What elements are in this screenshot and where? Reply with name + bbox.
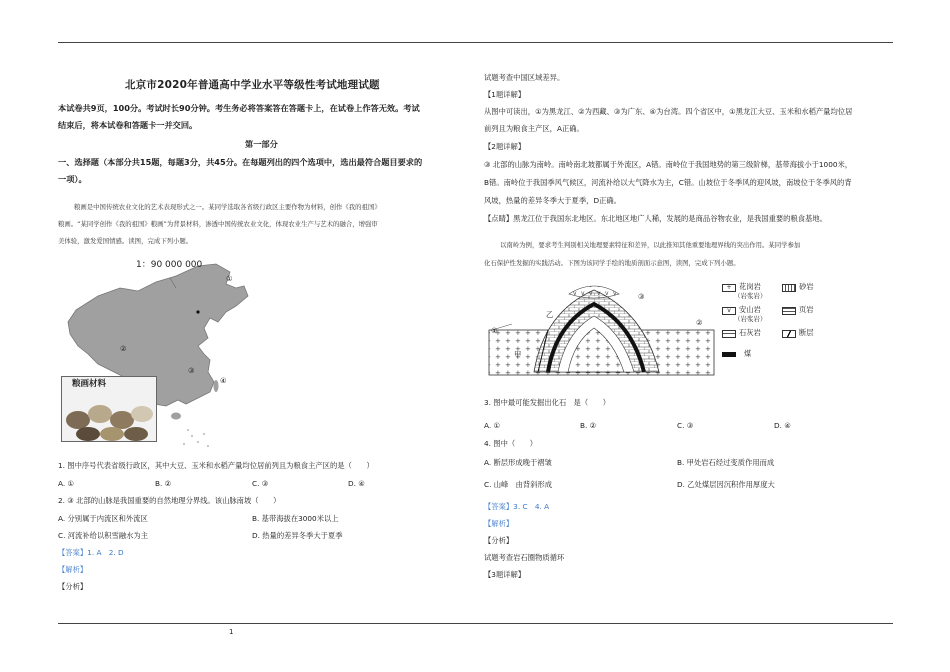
legend-shale: 页岩	[799, 305, 814, 314]
detail2-line3: 风坡，热量的差异冬季大于夏季，D正确。	[484, 196, 621, 205]
q1-option-a[interactable]: A. ①	[58, 479, 75, 488]
intro1-line3: 美体验，激发爱国情感。读图，完成下列小题。	[58, 237, 193, 245]
legend-granite-swatch: +	[722, 284, 736, 292]
q2-option-c[interactable]: C. 河流补给以积雪融水为主	[58, 531, 148, 540]
profile-label-jia: 甲	[514, 350, 522, 359]
legend-sandstone-swatch	[782, 284, 796, 292]
q2-option-b[interactable]: B. 基带海拔在3000米以上	[252, 514, 339, 523]
legend-limestone-swatch	[722, 330, 736, 338]
q2-option-a[interactable]: A. 分别属于内流区和外流区	[58, 514, 148, 523]
detail1-line1: 从图中可读出，①为黑龙江、②为西藏、③为广东、④为台湾。四个省区中，①黑龙江大豆、玉米和水稻产量均位居	[484, 107, 853, 116]
legend-coal: 煤	[744, 349, 752, 358]
grain-bowls-icon	[62, 390, 156, 442]
page-number: 1	[229, 628, 234, 636]
q4-option-a[interactable]: A. 断层形成晚于褶皱	[484, 458, 552, 467]
header-rule	[58, 42, 893, 43]
south-sea-islands	[183, 429, 209, 447]
china-map-figure	[58, 258, 258, 453]
beijing-dot	[196, 310, 199, 313]
q3-option-c[interactable]: C. ③	[677, 421, 694, 430]
map-marker-1: ①	[226, 274, 233, 283]
q1-text: 1. 图中序号代表省级行政区，其中大豆、玉米和水稻产量均位居前列且为粮食主产区的是（ ）	[58, 461, 374, 470]
detail1-line2: 前列且为粮食主产区，A正确。	[484, 124, 584, 133]
legend-coal-swatch	[722, 352, 736, 357]
detail2-line1: ③ 北部的山脉为南岭。南岭南北坡都属于外流区，A错。南岭位于我国地势的第三级阶梯，基带海拔小于1000米，	[484, 160, 853, 169]
left-answer: 【答案】1. A 2. D	[58, 548, 124, 557]
grain-photo-label: 粮画材料	[72, 379, 107, 389]
hainan-shape	[171, 413, 181, 420]
legend-granite-sub: （岩浆岩）	[734, 292, 767, 300]
left-fenxi-heading: 【分析】	[58, 582, 88, 591]
section-heading: 第一部分	[245, 139, 278, 149]
detail2-heading: 【2题详解】	[484, 142, 526, 151]
profile-legend	[722, 282, 832, 382]
right-analysis-heading: 【解析】	[484, 519, 514, 528]
grain-photo	[61, 376, 157, 442]
intro2-line2: 化石保护性发掘的实践活动。下图为该同学手绘的地质剖面示意图，读图，完成下列小题。	[484, 259, 740, 267]
geology-profile-figure	[484, 272, 834, 387]
q1-option-c[interactable]: C. ③	[252, 479, 269, 488]
page-title: 北京市2020年普通高中学业水平等级性考试地理试题	[125, 79, 380, 91]
legend-sandstone: 砂岩	[799, 282, 814, 291]
q4-option-d[interactable]: D. 乙处煤层因沉积作用厚度大	[677, 480, 775, 489]
intro1-line1: 粮画是中国传统农业文化的艺术表现形式之一。某同学选取各省级行政区主要作物为材料，创作《我的祖国》	[74, 203, 381, 211]
map-scale: 1：90 000 000	[136, 260, 203, 270]
profile-label-2: ②	[696, 318, 703, 327]
exam-note-line1: 本试卷共9页，100分。考试时长90分钟。考生务必将答案答在答题卡上，在试卷上作答无效。考试	[58, 103, 420, 113]
left-analysis-heading: 【解析】	[58, 565, 88, 574]
right-line1: 试题考查中国区域差异。	[484, 73, 565, 82]
q2-text: 2. ③ 北部的山脉是我国重要的自然地理分界线。该山脉南坡（ ）	[58, 496, 281, 505]
q3-option-b[interactable]: B. ②	[580, 421, 597, 430]
legend-fault: 断层	[799, 328, 814, 337]
q4-text: 4. 图中（ ）	[484, 439, 538, 448]
legend-andesite-sub: （岩浆岩）	[734, 315, 767, 323]
q4-option-b[interactable]: B. 甲处岩石经过变质作用而成	[677, 458, 775, 467]
footer-rule	[58, 623, 893, 624]
taiwan-shape	[214, 380, 219, 392]
intro1-line2: 粮画。“某同学创作《我的祖国》粮画”为背景材料，渗透中国传统农业文化，体现农业生产与艺术的融合，增强审	[58, 220, 378, 228]
q1-option-b[interactable]: B. ②	[155, 479, 172, 488]
profile-label-yi: 乙	[546, 310, 554, 319]
profile-label-1: ①	[491, 326, 498, 335]
map-marker-4: ④	[220, 376, 227, 385]
q4-option-c[interactable]: C. 山峰 由背斜形成	[484, 480, 553, 489]
right-fenxi-line: 试题考查岩石圈物质循环	[484, 553, 565, 562]
legend-granite: 花岗岩	[739, 282, 761, 291]
map-marker-2: ②	[120, 344, 127, 353]
instructions-line1: 一、选择题（本部分共15题，每题3分，共45分。在每题列出的四个选项中，选出最符合题目要求的	[58, 157, 423, 167]
intro2-line1: 以南岭为例，要求考生判别相关地理要素特征和差异，以此推知其他重要地理界线的突出作用。某同学参加	[500, 241, 801, 249]
legend-shale-swatch	[782, 307, 796, 315]
map-marker-3: ③	[188, 366, 195, 375]
legend-fault-swatch	[782, 330, 796, 338]
geology-profile-svg	[484, 272, 719, 382]
detail2-line2: B错。南岭位于我国季风气候区，河流补给以大气降水为主，C错。山坡位于冬季风的迎风坡，南坡位于冬季风的背	[484, 178, 852, 187]
q3-text: 3. 图中最可能发掘出化石 是（ ）	[484, 398, 611, 407]
q3-option-d[interactable]: D. ④	[774, 421, 791, 430]
q2-option-d[interactable]: D. 热量的差异冬季大于夏季	[252, 531, 343, 540]
legend-andesite: 安山岩	[739, 305, 761, 314]
legend-andesite-swatch: v	[722, 307, 736, 315]
exam-note-line2: 结束后，将本试卷和答题卡一并交回。	[58, 120, 198, 130]
profile-label-3: ③	[638, 292, 645, 301]
q3-option-a[interactable]: A. ①	[484, 421, 501, 430]
dianjing-line: 【点睛】黑龙江位于我国东北地区。东北地区地广人稀，发展的是商品谷物农业，是我国重要的粮食基地。	[484, 214, 827, 223]
summit-andesite	[569, 286, 619, 298]
detail1-heading: 【1题详解】	[484, 90, 526, 99]
instructions-line2: 一项）。	[58, 174, 87, 184]
right-answer: 【答案】3. C 4. A	[484, 502, 550, 511]
q1-option-d[interactable]: D. ④	[348, 479, 365, 488]
legend-limestone: 石灰岩	[739, 328, 761, 337]
detail3-heading: 【3题详解】	[484, 570, 526, 579]
right-fenxi-heading: 【分析】	[484, 536, 514, 545]
